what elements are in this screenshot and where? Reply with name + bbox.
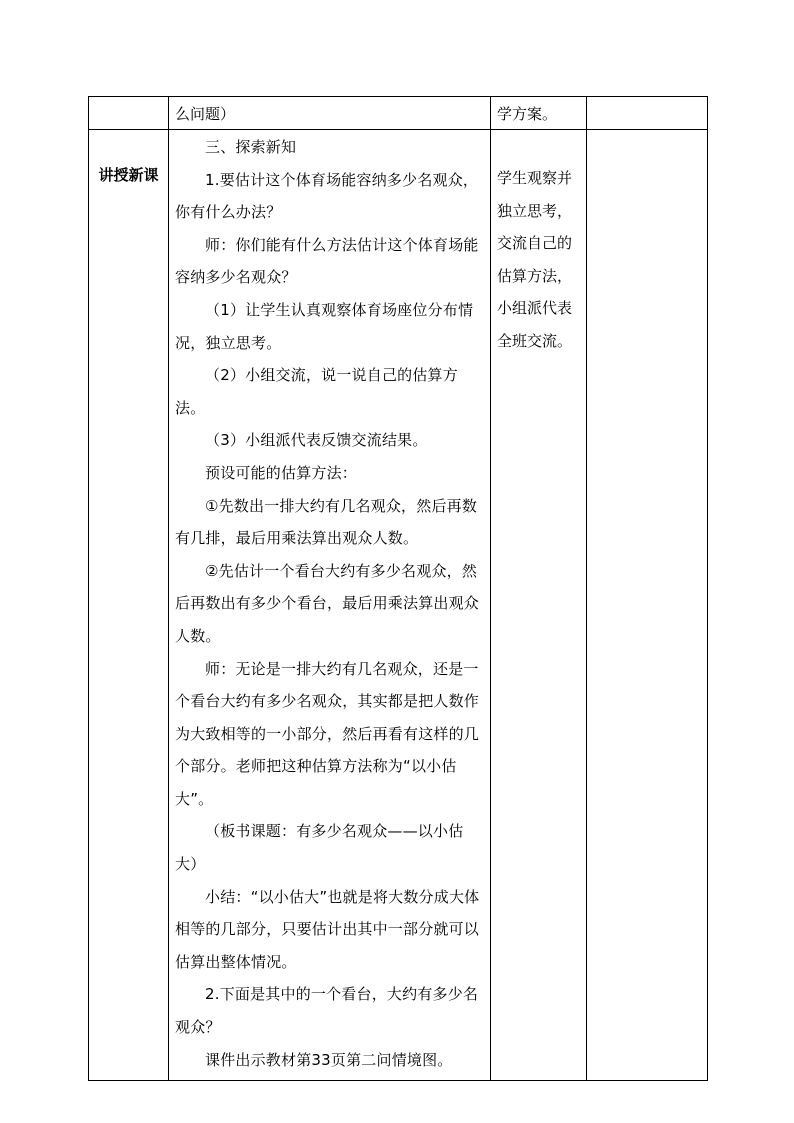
content-paragraph: 2.下面是其中的一个看台，大约有多少名观众？ xyxy=(175,985,479,1037)
content-paragraph: （2）小组交流，说一说自己的估算方法。 xyxy=(175,366,458,417)
student-activity-line: 交流自己的 xyxy=(497,234,573,253)
content-paragraph: ②先估计一个看台大约有多少名观众，然后再数出有多少个看台，最后用乘法算出观众人数。 xyxy=(175,561,480,645)
content-paragraph: 预设可能的估算方法： xyxy=(205,463,358,482)
lesson-plan-table xyxy=(88,96,708,1081)
content-paragraph: ①先数出一排大约有几名观众，然后再数有几排，最后用乘法算出观众人数。 xyxy=(175,496,478,548)
teaching-content-cell xyxy=(169,130,491,1081)
student-activity-text: 学方案。 xyxy=(497,105,558,123)
student-activity-line: 独立思考， xyxy=(497,201,573,220)
content-paragraph: （板书课题：有多少名观众——以小估大） xyxy=(175,822,464,874)
content-paragraph: 师：你们能有什么方法估计这个体育场能容纳多少名观众？ xyxy=(175,235,479,287)
content-paragraph: （1）让学生认真观察体育场座位分布情况，独立思考。 xyxy=(175,300,474,352)
content-paragraph: 小结：“以小估大”也就是将大数分成大体相等的几部分，只要估计出其中一部分就可以估算出整体情况。 xyxy=(175,887,480,971)
content-paragraph: 1.要估计这个体育场能容纳多少名观众，你有什么办法？ xyxy=(175,170,479,222)
student-activity-line: 学生观察并 xyxy=(497,169,573,187)
content-text: 么问题） xyxy=(175,105,236,123)
student-activity-line: 估算方法， xyxy=(497,266,573,285)
student-activity-cell xyxy=(491,97,587,130)
table-row xyxy=(89,130,708,1081)
student-activity-line: 全班交流。 xyxy=(497,331,573,350)
student-activity-cell xyxy=(491,130,587,1081)
content-cell xyxy=(169,97,491,130)
notes-cell xyxy=(587,130,708,1081)
section-label-cell-empty xyxy=(89,97,169,130)
section-label: 讲授新课 xyxy=(89,130,169,1081)
student-activity-line: 小组派代表 xyxy=(497,299,573,318)
notes-cell xyxy=(587,97,708,130)
content-paragraph: 课件出示教材第33页第二问情境图。 xyxy=(205,1050,453,1069)
table-row xyxy=(89,97,708,130)
content-paragraph: 三、探索新知 xyxy=(205,138,297,156)
content-paragraph: 师：无论是一排大约有几名观众，还是一个看台大约有多少名观众，其实都是把人数作为大致相等的一小部分，然后再看有这样的几个部分。老师把这种估算方法称为“以小估大”。 xyxy=(175,659,480,808)
content-paragraph: （3）小组派代表反馈交流结果。 xyxy=(205,431,428,450)
